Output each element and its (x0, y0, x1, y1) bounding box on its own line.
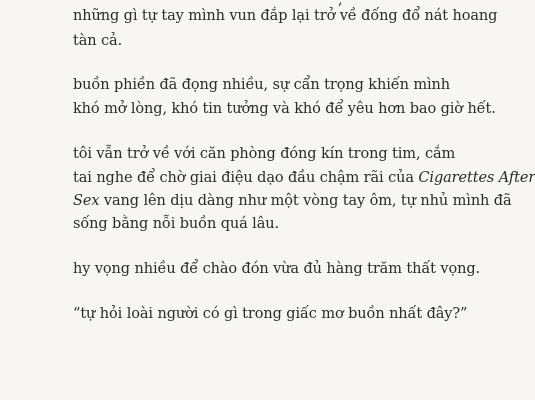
text-line (73, 170, 535, 186)
song-title-italic: Cigarettes After (418, 170, 535, 186)
text-run: vang lên dịu dàng như một vòng tay ôm, tự nhủ mình đã (99, 193, 512, 209)
text-line (73, 193, 512, 209)
text-line: buồn phiền đã đọng nhiều, sự cẩn trọng khiến mình (73, 77, 450, 93)
text-line: khó mở lòng, khó tin tưởng và khó để yêu hơn bao giờ hết. (73, 101, 496, 117)
text-run: tai nghe để chờ giai điệu dạo đầu chậm rãi của (73, 170, 419, 186)
text-line: tôi vẫn trở về với căn phòng đóng kín trong tim, cắm (73, 146, 456, 162)
text-line: những gì tự tay mình vun đắp lại trở về đống đổ nát hoang (73, 8, 498, 24)
cut-off-line-fragment: , (338, 0, 343, 8)
text-line: sống bằng nỗi buồn quá lâu. (73, 216, 279, 232)
quote-line: “tự hỏi loài người có gì trong giấc mơ buồn nhất đây?” (73, 306, 468, 322)
text-line: tàn cả. (73, 33, 123, 49)
text-line: hy vọng nhiều để chào đón vừa đủ hàng trăm thất vọng. (73, 261, 481, 277)
song-title-italic: Sex (73, 193, 100, 209)
